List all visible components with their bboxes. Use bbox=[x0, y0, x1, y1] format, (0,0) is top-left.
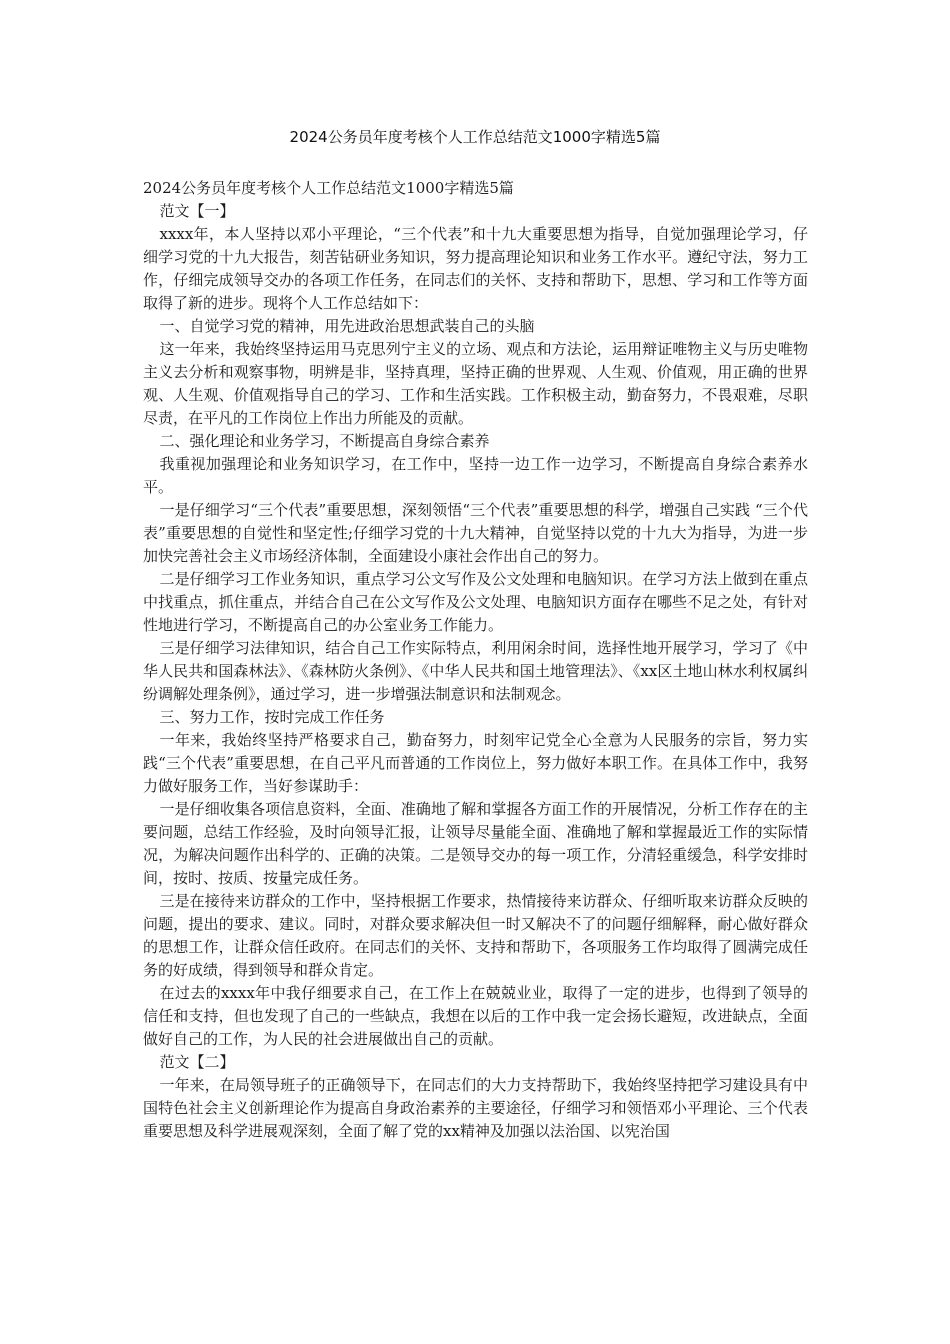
section-heading: 二、强化理论和业务学习，不断提高自身综合素养 bbox=[159, 432, 490, 450]
paragraph: 三是在接待来访群众的工作中，坚持根据工作要求，热情接待来访群众、仔细听取来访群众反映的问题，提出的要求、建议。同时，对群众要求解决但一时又解决不了的问题仔细解释，耐心做好群众的思想工作，让群众信任政府。在同志们的关怀、支持和帮助下，各项服务工作均取得了圆满完成任务的好成绩，得到领导和群众肯定。 bbox=[143, 892, 808, 979]
document-title: 2024公务员年度考核个人工作总结范文1000字精选5篇 bbox=[289, 128, 661, 146]
paragraph: 一年来，在局领导班子的正确领导下，在同志们的大力支持帮助下，我始终坚持把学习建设具有中国特色社会主义创新理论作为提高自身政治素养的主要途径，仔细学习和领悟邓小平理论、三个代表重要思想及科学进展观深刻，全面了解了党的xx精神及加强以法治国、以宪治国 bbox=[143, 1076, 808, 1140]
paragraph: 一是仔细收集各项信息资料，全面、准确地了解和掌握各方面工作的开展情况，分析工作存在的主要问题，总结工作经验，及时向领导汇报，让领导尽量能全面、准确地了解和掌握最近工作的实际情况，为解决问题作出科学的、正确的决策。二是领导交办的每一项工作，分清轻重缓急，科学安排时间，按时、按质、按量完成任务。 bbox=[143, 800, 808, 887]
section-heading-sample-1: 范文【一】 bbox=[159, 202, 235, 220]
paragraph: 三是仔细学习法律知识，结合自己工作实际特点，利用闲余时间，选择性地开展学习，学习了《中华人民共和国森林法》、《森林防火条例》、《中华人民共和国土地管理法》、《xx区土地山林水利权属纠纷调解处理条例》，通过学习，进一步增强法制意识和法制观念。 bbox=[143, 639, 808, 703]
section-heading: 三、努力工作，按时完成工作任务 bbox=[159, 708, 385, 726]
section-heading-sample-2: 范文【二】 bbox=[159, 1053, 235, 1071]
document-body bbox=[143, 177, 808, 1143]
paragraph: 我重视加强理论和业务知识学习，在工作中，坚持一边工作一边学习，不断提高自身综合素养水平。 bbox=[143, 455, 808, 496]
paragraph: 在过去的xxxx年中我仔细要求自己，在工作上在兢兢业业，取得了一定的进步，也得到了领导的信任和支持，但也发现了自己的一些缺点，我想在以后的工作中我一定会扬长避短，改进缺点，全面做好自己的工作，为人民的社会进展做出自己的贡献。 bbox=[143, 984, 808, 1048]
paragraph: 一是仔细学习“三个代表”重要思想，深刻领悟“三个代表”重要思想的科学，增强自己实践 “三个代表”重要思想的自觉性和坚定性;仔细学习党的十九大精神，自觉坚持以党的十九大为指导，为进一步加快完善社会主义市场经济体制，全面建设小康社会作出自己的努力。 bbox=[143, 501, 808, 565]
section-heading: 一、自觉学习党的精神，用先进政治思想武装自己的头脑 bbox=[159, 317, 535, 335]
paragraph: 一年来，我始终坚持严格要求自己，勤奋努力，时刻牢记党全心全意为人民服务的宗旨，努力实践“三个代表”重要思想，在自己平凡而普通的工作岗位上，努力做好本职工作。在具体工作中，我努力做好服务工作，当好参谋助手： bbox=[143, 731, 808, 795]
body-title-line: 2024公务员年度考核个人工作总结范文1000字精选5篇 bbox=[143, 179, 514, 197]
paragraph: xxxx年，本人坚持以邓小平理论，“三个代表”和十九大重要思想为指导，自觉加强理论学习，仔细学习党的十九大报告，刻苦钻研业务知识，努力提高理论知识和业务工作水平。遵纪守法，努力工作，仔细完成领导交办的各项工作任务，在同志们的关怀、支持和帮助下，思想、学习和工作等方面取得了新的进步。现将个人工作总结如下： bbox=[143, 225, 808, 312]
paragraph: 这一年来，我始终坚持运用马克思列宁主义的立场、观点和方法论，运用辩证唯物主义与历史唯物主义去分析和观察事物，明辨是非，坚持真理，坚持正确的世界观、人生观、价值观，用正确的世界观、人生观、价值观指导自己的学习、工作和生活实践。工作积极主动，勤奋努力，不畏艰难，尽职尽责，在平凡的工作岗位上作出力所能及的贡献。 bbox=[143, 340, 808, 427]
paragraph: 二是仔细学习工作业务知识，重点学习公文写作及公文处理和电脑知识。在学习方法上做到在重点中找重点，抓住重点，并结合自己在公文写作及公文处理、电脑知识方面存在哪些不足之处，有针对性地进行学习，不断提高自己的办公室业务工作能力。 bbox=[143, 570, 808, 634]
